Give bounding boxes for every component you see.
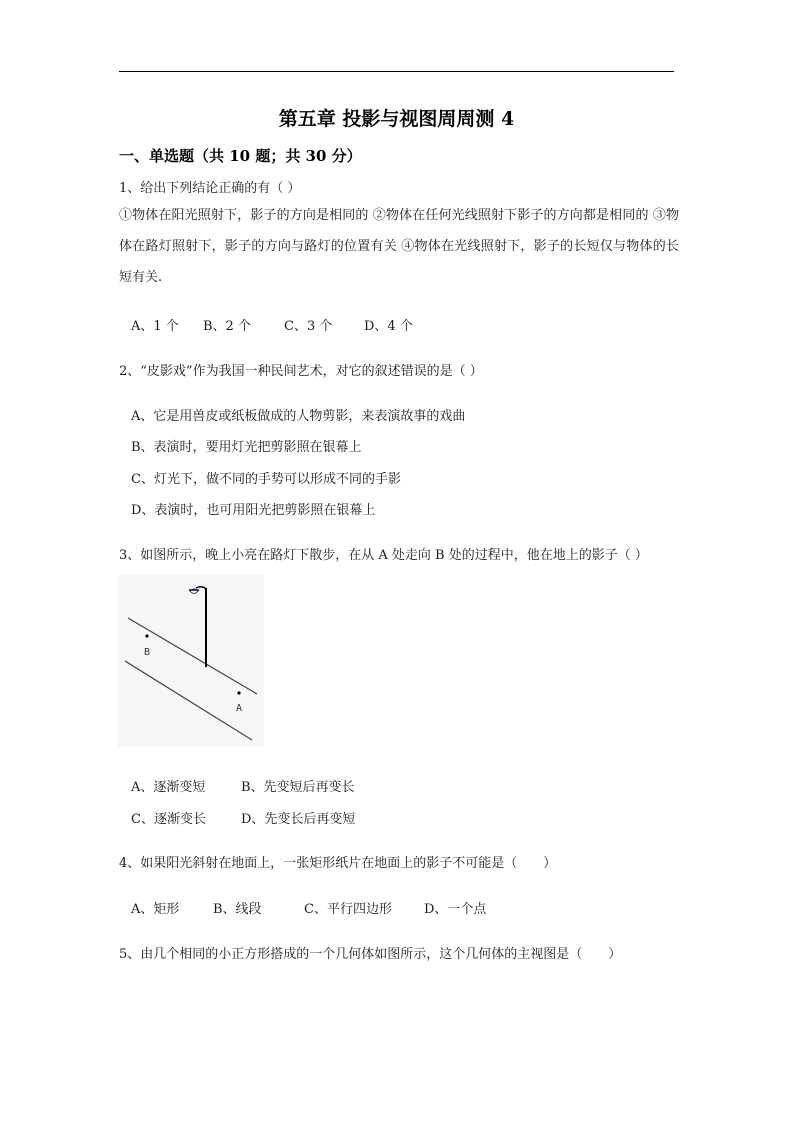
road-lower-edge <box>125 661 252 740</box>
page-title: 第五章 投影与视图周周测 4 <box>278 108 515 130</box>
question-4-option-d[interactable]: D、一个点 <box>424 902 487 917</box>
point-b-dot <box>145 634 148 637</box>
question-1-stem: 1、给出下列结论正确的有（ ） <box>119 181 301 196</box>
header-rule <box>119 71 674 72</box>
question-3-option-a[interactable]: A、逐渐变短 <box>131 780 206 795</box>
section-heading: 一、单选题（共 10 题；共 30 分） <box>119 147 362 165</box>
question-1-option-b[interactable]: B、2 个 <box>203 319 251 334</box>
streetlight-figure <box>118 575 264 747</box>
question-1-option-c[interactable]: C、3 个 <box>284 319 333 334</box>
question-2-option-a[interactable]: A、它是用兽皮或纸板做成的人物剪影，来表演故事的戏曲 <box>131 409 466 424</box>
question-4-option-a[interactable]: A、矩形 <box>131 902 180 917</box>
question-4-stem: 4、如果阳光斜射在地面上，一张矩形纸片在地面上的影子不可能是（ ） <box>119 856 557 871</box>
question-1-body: ①物体在阳光照射下，影子的方向是相同的 ②物体在任何光线照射下影子的方向都是相同的 ③物体在路灯照射下，影子的方向与路灯的位置有关 ④物体在光线照射下，影子的长短仅与物体的长短有关. <box>119 208 679 285</box>
question-2-option-b[interactable]: B、表演时，要用灯光把剪影照在银幕上 <box>131 440 362 455</box>
point-a-label: A <box>236 703 243 714</box>
question-1-option-d[interactable]: D、4 个 <box>364 319 413 334</box>
question-2-option-d[interactable]: D、表演时，也可用阳光把剪影照在银幕上 <box>131 503 376 518</box>
question-2-stem: 2、“皮影戏”作为我国一种民间艺术，对它的叙述错误的是（ ） <box>119 364 483 379</box>
question-3-stem: 3、如图所示，晚上小亮在路灯下散步，在从 A 处走向 B 处的过程中，他在地上的影子（ ） <box>119 548 648 563</box>
point-b-label: B <box>144 647 151 658</box>
question-1-option-a[interactable]: A、1 个 <box>131 319 179 334</box>
point-a-dot <box>237 691 240 694</box>
question-4-option-c[interactable]: C、平行四边形 <box>304 902 392 917</box>
question-3-option-d[interactable]: D、先变长后再变短 <box>241 812 356 827</box>
lamp-arm <box>196 587 206 589</box>
question-3-option-b[interactable]: B、先变短后再变长 <box>241 780 355 795</box>
question-3-option-c[interactable]: C、逐渐变长 <box>131 812 206 827</box>
question-4-option-b[interactable]: B、线段 <box>213 902 262 917</box>
question-2-option-c[interactable]: C、灯光下，做不同的手势可以形成不同的手影 <box>131 472 401 487</box>
question-5-stem: 5、由几个相同的小正方形搭成的一个几何体如图所示，这个几何体的主视图是（ ） <box>119 947 622 962</box>
